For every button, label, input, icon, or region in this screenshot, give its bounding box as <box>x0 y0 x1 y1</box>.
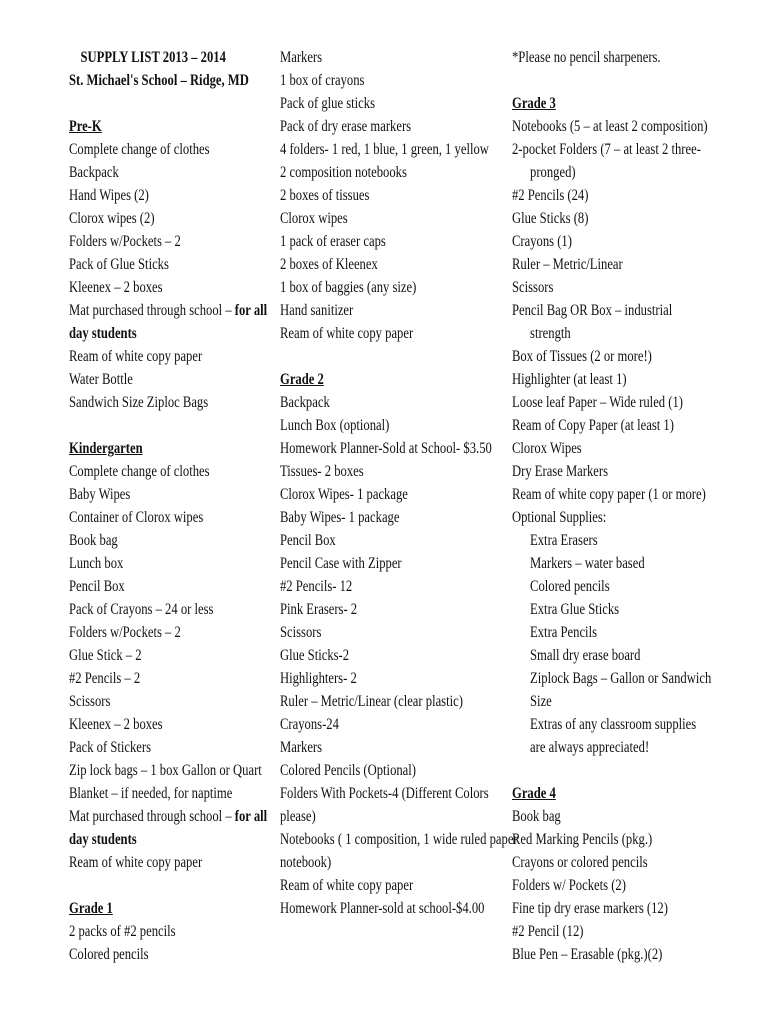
list-item: Pencil Bag OR Box – industrial <box>512 302 673 319</box>
grade-1-list-continued <box>280 46 510 345</box>
list-item: Ruler – Metric/Linear (clear plastic) <box>280 693 463 710</box>
section-heading-grade-4: Grade 4 <box>512 785 556 802</box>
list-item: Crayons-24 <box>280 716 339 733</box>
list-item: Baby Wipes <box>69 486 131 503</box>
list-item: Loose leaf Paper – Wide ruled (1) <box>512 394 683 411</box>
list-item: Ream of white copy paper <box>69 854 203 871</box>
list-item: Backpack <box>280 394 330 411</box>
list-item: Lunch Box (optional) <box>280 417 390 434</box>
list-item: Folders With Pockets-4 (Different Colors <box>280 785 489 802</box>
list-item: Folders w/Pockets – 2 <box>69 233 181 250</box>
list-item-continued: strength <box>530 325 571 342</box>
list-item: Zip lock bags – 1 box Gallon or Quart <box>69 762 262 779</box>
list-item: Notebooks (5 – at least 2 composition) <box>512 118 708 135</box>
list-item: Crayons or colored pencils <box>512 854 648 871</box>
mat-text: Mat purchased through school – <box>69 808 235 825</box>
list-item: Highlighters- 2 <box>280 670 357 687</box>
list-item: Pack of glue sticks <box>280 95 375 112</box>
list-item: Pencil Case with Zipper <box>280 555 402 572</box>
optional-item: Extras of any classroom supplies <box>530 716 697 733</box>
list-item: Tissues- 2 boxes <box>280 463 364 480</box>
kindergarten-list <box>69 460 266 874</box>
list-item <box>69 828 266 851</box>
list-item: 2 boxes of tissues <box>280 187 370 204</box>
list-item: Ruler – Metric/Linear <box>512 256 623 273</box>
column-1 <box>69 46 266 966</box>
list-item: Box of Tissues (2 or more!) <box>512 348 652 365</box>
optional-item: Markers – water based <box>530 555 645 572</box>
list-item: Markers <box>280 49 323 66</box>
list-item: Ream of white copy paper <box>280 325 414 342</box>
list-item: Dry Erase Markers <box>512 463 609 480</box>
list-item: Complete change of clothes <box>69 463 210 480</box>
list-item: Clorox Wipes <box>512 440 582 457</box>
list-item: Ream of Copy Paper (at least 1) <box>512 417 674 434</box>
sharpener-note: *Please no pencil sharpeners. <box>512 49 661 66</box>
prek-list <box>69 138 266 414</box>
list-item: Ream of white copy paper <box>280 877 414 894</box>
list-item: Red Marking Pencils (pkg.) <box>512 831 653 848</box>
list-item: Water Bottle <box>69 371 133 388</box>
list-item: Book bag <box>512 808 561 825</box>
list-item: Clorox Wipes- 1 package <box>280 486 408 503</box>
grade-3-list <box>512 115 733 759</box>
column-3 <box>512 46 733 966</box>
mat-text: Mat purchased through school – <box>69 302 235 319</box>
list-item: please) <box>280 808 316 825</box>
list-item: Scissors <box>280 624 322 641</box>
list-item: Pack of Stickers <box>69 739 152 756</box>
list-item: Hand Wipes (2) <box>69 187 149 204</box>
section-heading-kindergarten: Kindergarten <box>69 440 143 457</box>
list-item: Blanket – if needed, for naptime <box>69 785 233 802</box>
list-item: Hand sanitizer <box>280 302 354 319</box>
optional-item: Size <box>530 693 552 710</box>
list-item: Ream of white copy paper <box>69 348 203 365</box>
optional-item: Extra Pencils <box>530 624 597 641</box>
optional-item: Colored pencils <box>530 578 610 595</box>
grade-2-list <box>280 391 518 920</box>
section-heading-grade-2: Grade 2 <box>280 371 324 388</box>
list-item: Pink Erasers- 2 <box>280 601 358 618</box>
list-item: Pack of Crayons – 24 or less <box>69 601 214 618</box>
list-item: Crayons (1) <box>512 233 572 250</box>
list-item: Backpack <box>69 164 119 181</box>
list-item: Glue Sticks-2 <box>280 647 350 664</box>
list-item: Book bag <box>69 532 118 549</box>
list-item: #2 Pencil (12) <box>512 923 584 940</box>
list-item: Highlighter (at least 1) <box>512 371 627 388</box>
optional-supplies-list <box>512 529 733 759</box>
optional-supplies-label: Optional Supplies: <box>512 509 607 526</box>
list-item: Clorox wipes (2) <box>69 210 155 227</box>
list-item: Folders w/Pockets – 2 <box>69 624 181 641</box>
list-item: Markers <box>280 739 323 756</box>
list-item <box>69 322 266 345</box>
list-item: Sandwich Size Ziploc Bags <box>69 394 209 411</box>
list-item: 2 packs of #2 pencils <box>69 923 176 940</box>
list-item: Kleenex – 2 boxes <box>69 716 163 733</box>
list-item: 1 box of crayons <box>280 72 365 89</box>
optional-item: Extra Erasers <box>530 532 598 549</box>
optional-item: Ziplock Bags – Gallon or Sandwich <box>530 670 712 687</box>
list-item-continued: pronged) <box>530 164 576 181</box>
school-name: St. Michael's School – Ridge, MD <box>69 72 249 89</box>
list-item: Folders w/ Pockets (2) <box>512 877 626 894</box>
mat-emphasis: for all <box>234 808 268 825</box>
list-item: Scissors <box>69 693 111 710</box>
list-item: Glue Stick – 2 <box>69 647 142 664</box>
list-item: Container of Clorox wipes <box>69 509 204 526</box>
column-2 <box>280 46 518 920</box>
mat-emphasis-cont: day students <box>69 325 137 342</box>
list-item: Complete change of clothes <box>69 141 210 158</box>
list-item: 2-pocket Folders (7 – at least 2 three- <box>512 141 701 158</box>
list-item: Pencil Box <box>69 578 125 595</box>
list-item: Clorox wipes <box>280 210 348 227</box>
optional-item: Extra Glue Sticks <box>530 601 620 618</box>
list-item <box>69 805 266 828</box>
mat-emphasis: for all <box>234 302 268 319</box>
list-item: #2 Pencils- 12 <box>280 578 353 595</box>
list-item: 1 pack of eraser caps <box>280 233 386 250</box>
list-item: Notebooks ( 1 composition, 1 wide ruled paper <box>280 831 518 848</box>
list-item: 4 folders- 1 red, 1 blue, 1 green, 1 yellow <box>280 141 489 158</box>
list-item: #2 Pencils – 2 <box>69 670 141 687</box>
list-item: Pencil Box <box>280 532 336 549</box>
section-heading-prek: Pre-K <box>69 118 102 135</box>
page-title: SUPPLY LIST 2013 – 2014 <box>80 49 226 66</box>
optional-item: Small dry erase board <box>530 647 641 664</box>
list-item: Pack of Glue Sticks <box>69 256 169 273</box>
mat-emphasis-cont: day students <box>69 831 137 848</box>
list-item: 1 box of baggies (any size) <box>280 279 417 296</box>
list-item: Ream of white copy paper (1 or more) <box>512 486 706 503</box>
grade-4-list <box>512 805 733 966</box>
list-item: #2 Pencils (24) <box>512 187 589 204</box>
list-item: 2 composition notebooks <box>280 164 407 181</box>
list-item: Baby Wipes- 1 package <box>280 509 400 526</box>
list-item: Pack of dry erase markers <box>280 118 412 135</box>
list-item: Homework Planner-Sold at School- $3.50 <box>280 440 492 457</box>
list-item: Fine tip dry erase markers (12) <box>512 900 668 917</box>
section-heading-grade-1: Grade 1 <box>69 900 113 917</box>
list-item: Homework Planner-sold at school-$4.00 <box>280 900 485 917</box>
list-item: notebook) <box>280 854 332 871</box>
list-item: Glue Sticks (8) <box>512 210 589 227</box>
list-item: Scissors <box>512 279 554 296</box>
optional-item: are always appreciated! <box>530 739 650 756</box>
list-item: Colored pencils <box>69 946 149 963</box>
list-item: 2 boxes of Kleenex <box>280 256 378 273</box>
list-item: Colored Pencils (Optional) <box>280 762 417 779</box>
list-item: Blue Pen – Erasable (pkg.)(2) <box>512 946 663 963</box>
section-heading-grade-3: Grade 3 <box>512 95 556 112</box>
grade-1-list <box>69 920 266 966</box>
list-item: Kleenex – 2 boxes <box>69 279 163 296</box>
list-item: Lunch box <box>69 555 124 572</box>
list-item <box>69 299 266 322</box>
